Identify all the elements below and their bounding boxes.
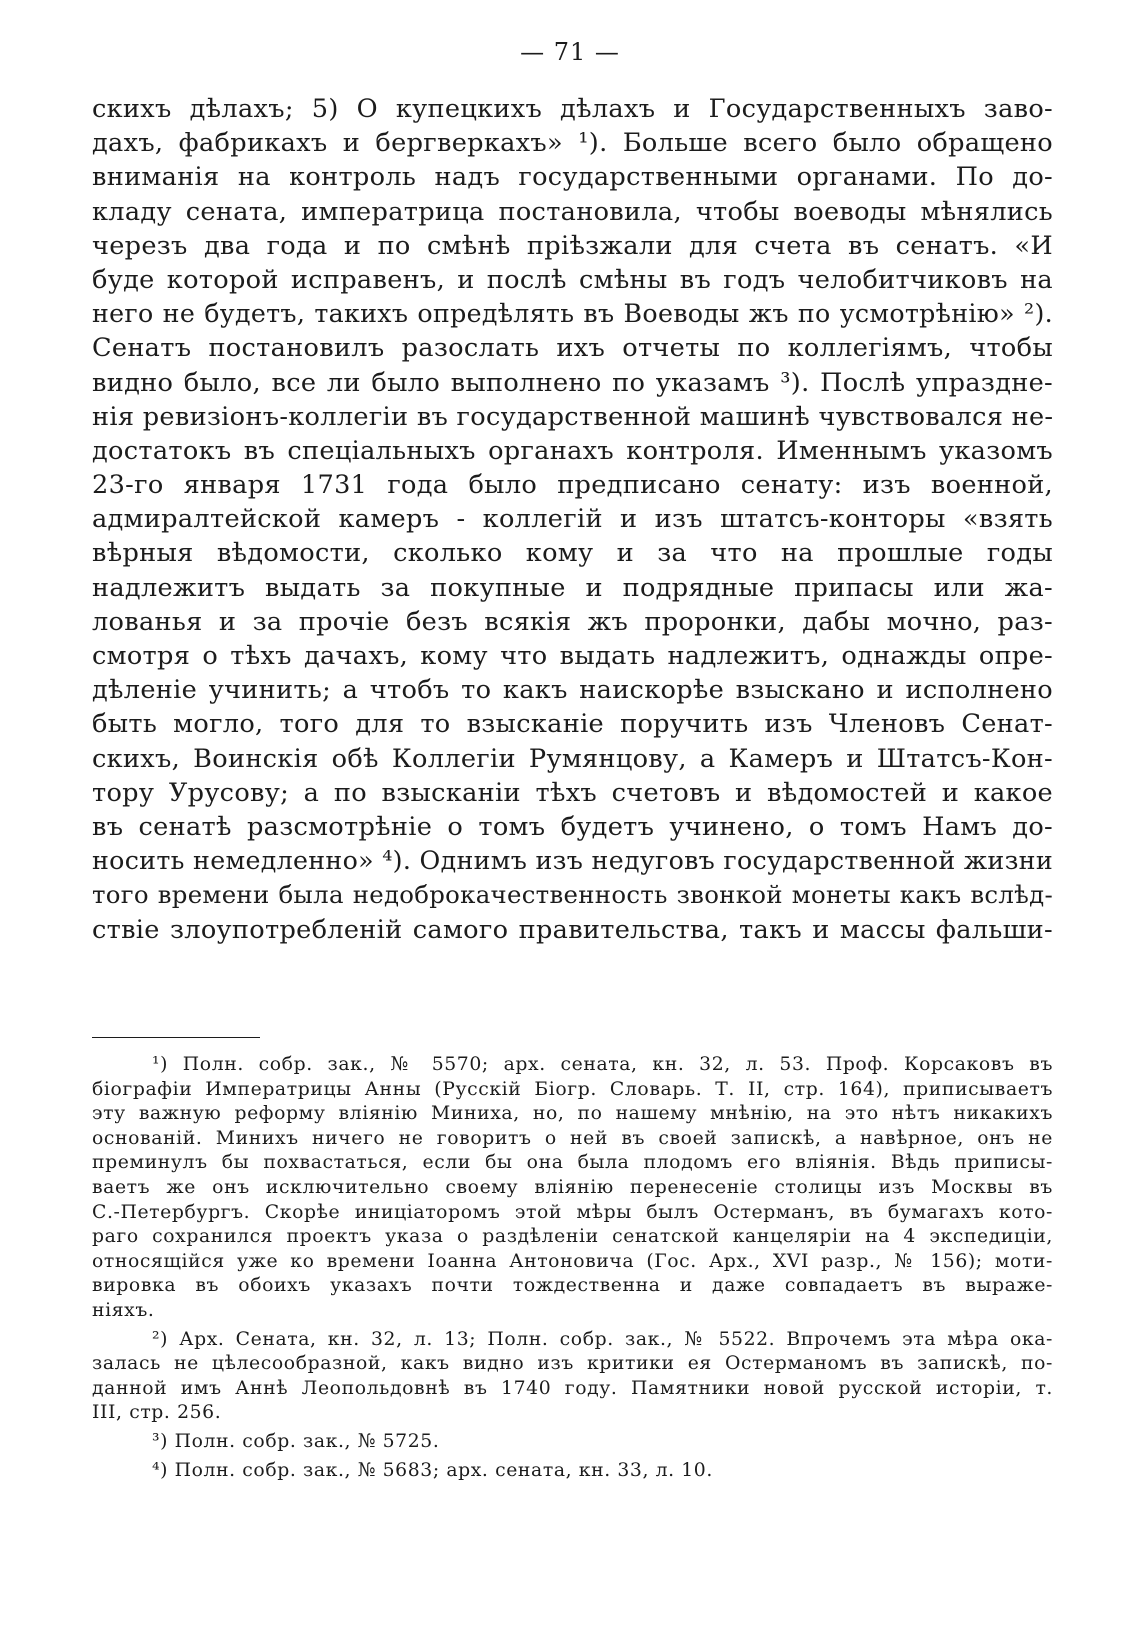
- body-line: въ сенатѣ разсмотрѣніе о томъ будетъ учинено, о томъ Намъ до-: [92, 811, 1053, 842]
- body-line: кладу сената, императрица постановила, чтобы воеводы мѣнялись: [92, 196, 1053, 227]
- footnote-line: относящійся уже ко времени Іоанна Антоновича (Гос. Арх., XVI разр., № 156); моти-: [92, 1250, 1053, 1272]
- footnote-divider: [92, 1037, 260, 1038]
- footnote-line: ⁴) Полн. собр. зак., № 5683; арх. сената, кн. 33, л. 10.: [152, 1459, 713, 1481]
- body-line: того времени была недоброкачественность звонкой монеты какъ вслѣд-: [92, 880, 1053, 910]
- footnote-line: ²) Арх. Сената, кн. 32, л. 13; Полн. собр. зак., № 5522. Впрочемъ эта мѣра ока-: [152, 1328, 1053, 1350]
- body-line: вниманія на контроль надъ государственными органами. По до-: [92, 162, 1053, 193]
- footnote-line: біографіи Императрицы Анны (Русскій Біогр. Словарь. Т. II, стр. 164), приписываетъ: [92, 1078, 1053, 1100]
- footnote-line: преминулъ бы похвастаться, если бы она была плодомъ его вліянія. Вѣдь приписы-: [92, 1152, 1053, 1174]
- footnote-2: [92, 1328, 1053, 1426]
- body-line: адмиралтейской камеръ - коллегій и изъ штатсъ-конторы «взять: [92, 504, 1053, 535]
- footnote-line: эту важную реформу вліянію Миниха, но, по нашему мнѣнію, на это нѣтъ никакихъ: [92, 1103, 1053, 1125]
- footnote-line: вировка въ обоихъ указахъ почти тождественна и даже совпадаетъ въ выраже-: [92, 1275, 1053, 1297]
- page-number: — 71 —: [520, 38, 620, 66]
- footnote-4: [92, 1459, 1053, 1484]
- body-line: дахъ, фабрикахъ и бергверкахъ» ¹). Больше всего было обращено: [92, 128, 1053, 159]
- footnote-line: основаній. Минихъ ничего не говоритъ о ней въ своей запискѣ, а навѣрное, онъ не: [92, 1127, 1053, 1149]
- body-line: 23-го января 1731 года было предписано сенату: изъ военной,: [92, 470, 1053, 501]
- body-line: носить немедленно» ⁴). Однимъ изъ недуговъ государственной жизни: [92, 846, 1053, 876]
- footnote-line: ваетъ же онъ исключительно своему вліянію перенесеніе столицы изъ Москвы въ: [92, 1176, 1053, 1198]
- body-line: Сенатъ постановилъ разослать ихъ отчеты по коллегіямъ, чтобы: [92, 333, 1053, 364]
- body-line: быть могло, того для то взысканіе поручить изъ Членовъ Сенат-: [92, 709, 1053, 740]
- body-line: достатокъ въ спеціальныхъ органахъ контроля. Именнымъ указомъ: [92, 435, 1053, 466]
- footnote-line: ніяхъ.: [92, 1299, 155, 1321]
- body-line: лованья и за прочіе безъ всякія жъ проронки, дабы мочно, раз-: [92, 606, 1053, 637]
- body-line: нія ревизіонъ-коллегіи въ государственной машинѣ чувствовался не-: [92, 401, 1054, 432]
- body-line: видно было, все ли было выполнено по указамъ ³). Послѣ упраздне-: [92, 367, 1053, 398]
- footnote-line: ¹) Полн. собр. зак., № 5570; арх. сената, кн. 32, л. 53. Проф. Корсаковъ въ: [152, 1054, 1053, 1075]
- body-line: дѣленіе учинить; а чтобъ то какъ наискорѣе взыскано и исполнено: [92, 675, 1053, 706]
- footnote-line: данной имъ Аннѣ Леопольдовнѣ въ 1740 году. Памятники новой русской исторіи, т.: [92, 1377, 1053, 1399]
- footnote-line: залась не цѣлесообразной, какъ видно изъ критики ея Остерманомъ въ запискѣ, по-: [92, 1353, 1053, 1375]
- body-line: него не будетъ, такихъ опредѣлять въ Воеводы жъ по усмотрѣнію» ²).: [92, 299, 1053, 329]
- body-line: смотря о тѣхъ дачахъ, кому что выдать надлежитъ, однажды опре-: [92, 641, 1053, 671]
- body-line: ствіе злоупотребленій самого правительства, такъ и массы фальши-: [92, 914, 1053, 945]
- footnote-line: ³) Полн. собр. зак., № 5725.: [152, 1430, 440, 1452]
- body-line: вѣрныя вѣдомости, сколько кому и за что на прошлые годы: [92, 538, 1053, 569]
- body-line: скихъ, Воинскія обѣ Коллегіи Румянцову, а Камеръ и Штатсъ-Кон-: [92, 743, 1053, 774]
- footnote-line: III, стр. 256.: [92, 1402, 222, 1424]
- footnote-line: раго сохранился проектъ указа о раздѣленіи сенатской канцеляріи на 4 экспедиціи,: [92, 1226, 1053, 1248]
- footnote-3: [92, 1430, 1053, 1455]
- body-line: скихъ дѣлахъ; 5) О купецкихъ дѣлахъ и Государственныхъ заво-: [92, 94, 1053, 124]
- body-line: буде которой исправенъ, и послѣ смѣны въ годъ челобитчиковъ на: [92, 264, 1053, 295]
- body-line: тору Урусову; а по взысканіи тѣхъ счетовъ и вѣдомостей и какое: [92, 777, 1053, 808]
- body-line: надлежитъ выдать за покупные и подрядные припасы или жа-: [92, 572, 1053, 603]
- body-line: черезъ два года и по смѣнѣ пріѣзжали для счета въ сенатъ. «И: [92, 230, 1053, 261]
- footnotes: [92, 1053, 1053, 1483]
- footnote-1: [92, 1053, 1053, 1324]
- footnote-line: С.-Петербургъ. Скорѣе иниціаторомъ этой мѣры былъ Остерманъ, въ бумагахъ кото-: [92, 1201, 1053, 1223]
- main-text: [92, 92, 1053, 947]
